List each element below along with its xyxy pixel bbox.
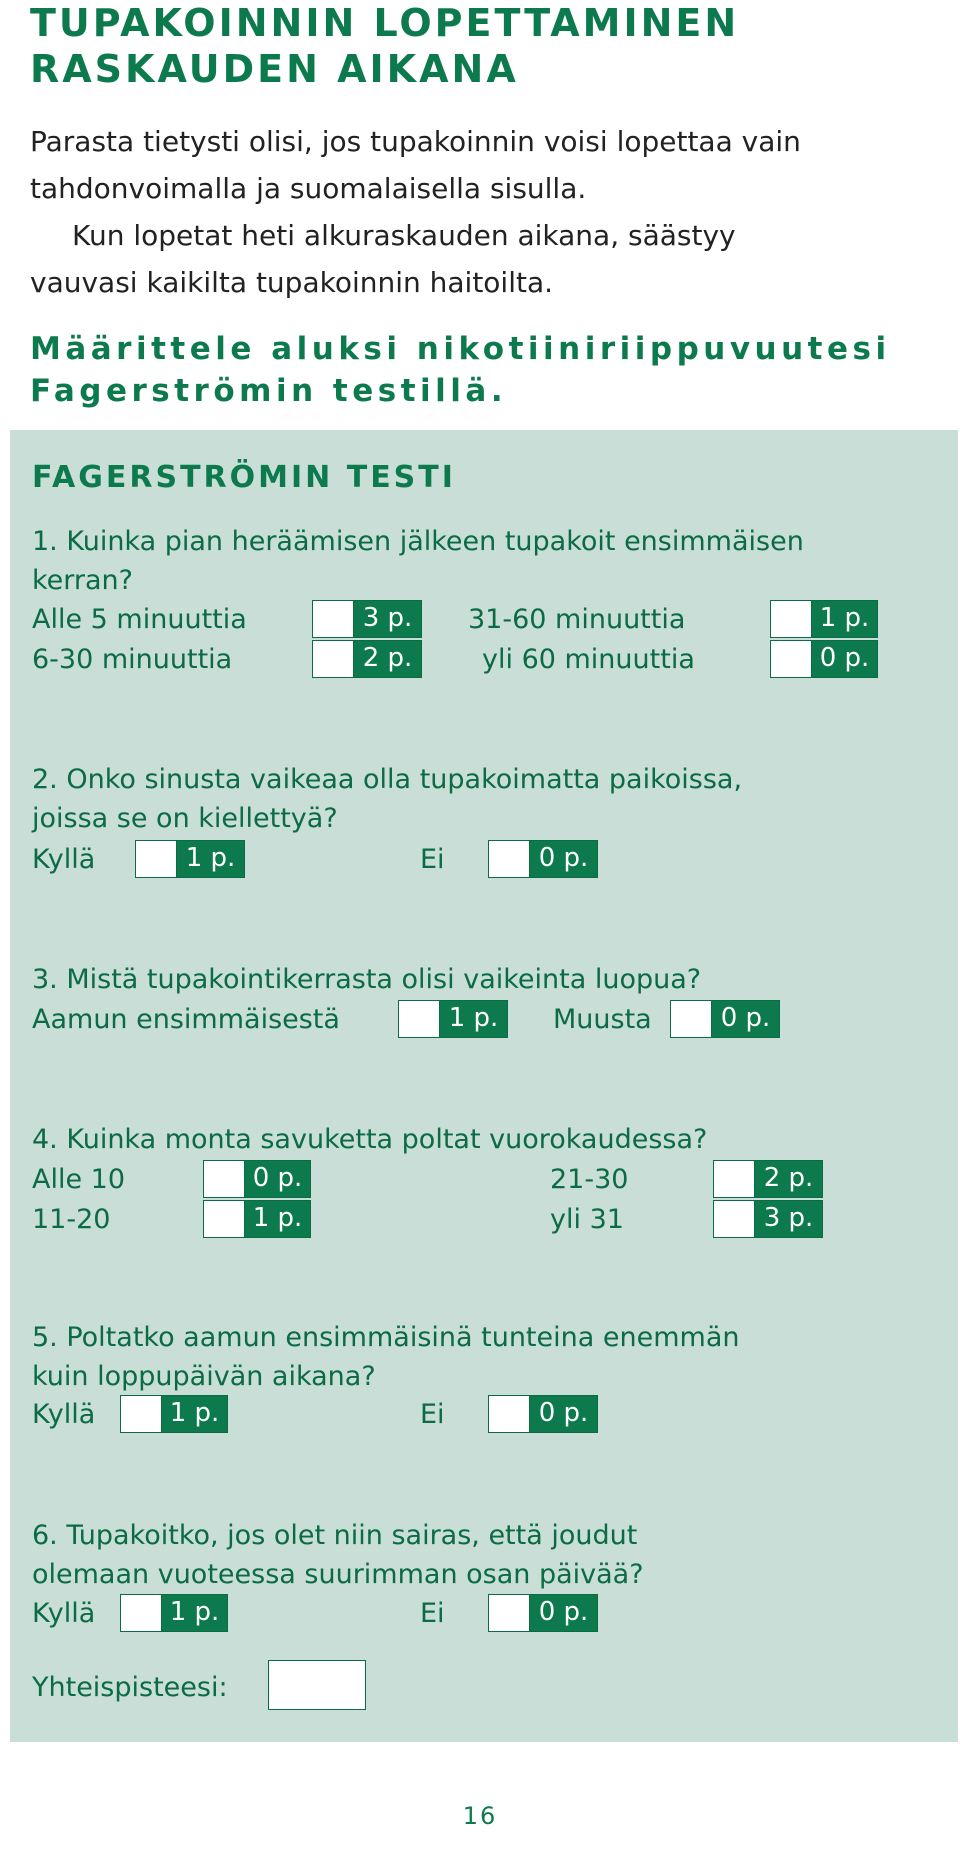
checkbox-box[interactable]	[714, 1201, 755, 1237]
question-2	[32, 760, 932, 838]
answer-checkbox[interactable]	[203, 1200, 311, 1238]
question-5	[32, 1318, 932, 1396]
points-label: 3 p.	[755, 1201, 822, 1237]
points-label: 0 p.	[812, 641, 877, 677]
answer-checkbox[interactable]	[713, 1200, 823, 1238]
points-label: 3 p.	[354, 601, 421, 637]
points-label: 1 p.	[177, 841, 244, 877]
option-label: yli 31	[550, 1204, 624, 1235]
question-3	[32, 960, 932, 999]
checkbox-box[interactable]	[714, 1161, 755, 1197]
intro-line-1: Parasta tietysti olisi, jos tupakoinnin voisi lopettaa vain	[30, 125, 801, 158]
answer-checkbox[interactable]	[203, 1160, 311, 1198]
option-label: Ei	[420, 1399, 445, 1430]
option-label: Kyllä	[32, 1598, 96, 1629]
answer-checkbox[interactable]	[135, 840, 245, 878]
points-label: 2 p.	[354, 641, 421, 677]
total-score-label: Yhteispisteesi:	[32, 1672, 228, 1703]
question-text: 1. Kuinka pian heräämisen jälkeen tupakoit ensimmäisen	[32, 526, 804, 557]
intro-line-3: Kun lopetat heti alkuraskauden aikana, säästyy	[72, 219, 736, 252]
checkbox-box[interactable]	[771, 601, 812, 637]
checkbox-box[interactable]	[136, 841, 177, 877]
option-label: Kyllä	[32, 1399, 96, 1430]
answer-checkbox[interactable]	[120, 1594, 228, 1632]
checkbox-box[interactable]	[313, 641, 354, 677]
points-label: 1 p.	[812, 601, 877, 637]
option-label: Muusta	[553, 1004, 652, 1035]
answer-checkbox[interactable]	[488, 1395, 598, 1433]
question-text: olemaan vuoteessa suurimman osan päivää?	[32, 1559, 644, 1590]
points-label: 1 p.	[162, 1595, 227, 1631]
question-text: 5. Poltatko aamun ensimmäisinä tunteina enemmän	[32, 1322, 740, 1353]
checkbox-box[interactable]	[121, 1595, 162, 1631]
intro-line-2: tahdonvoimalla ja suomalaisella sisulla.	[30, 172, 587, 205]
answer-checkbox[interactable]	[670, 1000, 780, 1038]
answer-checkbox[interactable]	[770, 640, 878, 678]
points-label: 0 p.	[530, 841, 597, 877]
points-label: 0 p.	[530, 1595, 597, 1631]
option-label: Alle 10	[32, 1164, 126, 1195]
intro-line-4: vauvasi kaikilta tupakoinnin haitoilta.	[30, 266, 554, 299]
points-label: 1 p.	[440, 1001, 507, 1037]
points-label: 0 p.	[712, 1001, 779, 1037]
answer-checkbox[interactable]	[488, 1594, 598, 1632]
checkbox-box[interactable]	[671, 1001, 712, 1037]
option-label: 21-30	[550, 1164, 629, 1195]
question-text: 3. Mistä tupakointikerrasta olisi vaikeinta luopua?	[32, 964, 702, 995]
answer-checkbox[interactable]	[312, 640, 422, 678]
answer-checkbox[interactable]	[713, 1160, 823, 1198]
page-title	[30, 0, 930, 92]
answer-checkbox[interactable]	[770, 600, 878, 638]
points-label: 1 p.	[245, 1201, 310, 1237]
points-label: 2 p.	[755, 1161, 822, 1197]
option-label: Aamun ensimmäisestä	[32, 1004, 340, 1035]
intro-paragraph	[30, 118, 920, 306]
title-line-2: RASKAUDEN AIKANA	[30, 47, 519, 91]
question-text: kuin loppupäivän aikana?	[32, 1361, 376, 1392]
answer-checkbox[interactable]	[398, 1000, 508, 1038]
points-label: 1 p.	[162, 1396, 227, 1432]
checkbox-box[interactable]	[121, 1396, 162, 1432]
answer-checkbox[interactable]	[120, 1395, 228, 1433]
question-4	[32, 1120, 932, 1159]
checkbox-box[interactable]	[771, 641, 812, 677]
subtitle	[30, 328, 930, 412]
question-6	[32, 1516, 932, 1594]
answer-checkbox[interactable]	[488, 840, 598, 878]
checkbox-box[interactable]	[204, 1161, 245, 1197]
test-title: FAGERSTRÖMIN TESTI	[32, 460, 456, 495]
option-label: Kyllä	[32, 844, 96, 875]
page-number: 16	[462, 1802, 498, 1830]
question-text: joissa se on kiellettyä?	[32, 803, 338, 834]
option-label: yli 60 minuuttia	[482, 644, 695, 675]
subtitle-line-2: Fagerströmin testillä.	[30, 373, 508, 409]
checkbox-box[interactable]	[399, 1001, 440, 1037]
option-label: 6-30 minuuttia	[32, 644, 233, 675]
subtitle-line-1: Määrittele aluksi nikotiiniriippuvuutesi	[30, 331, 891, 367]
total-score-field[interactable]	[268, 1660, 366, 1710]
question-text: kerran?	[32, 565, 133, 596]
question-1	[32, 522, 932, 600]
checkbox-box[interactable]	[489, 841, 530, 877]
option-label: Ei	[420, 1598, 445, 1629]
question-text: 6. Tupakoitko, jos olet niin sairas, että joudut	[32, 1520, 638, 1551]
question-text: 4. Kuinka monta savuketta poltat vuorokaudessa?	[32, 1124, 708, 1155]
checkbox-box[interactable]	[489, 1396, 530, 1432]
checkbox-box[interactable]	[489, 1595, 530, 1631]
title-line-1: TUPAKOINNIN LOPETTAMINEN	[30, 1, 740, 45]
option-label: 11-20	[32, 1204, 111, 1235]
points-label: 0 p.	[245, 1161, 310, 1197]
option-label: 31-60 minuuttia	[468, 604, 686, 635]
option-label: Alle 5 minuuttia	[32, 604, 247, 635]
question-text: 2. Onko sinusta vaikeaa olla tupakoimatta paikoissa,	[32, 764, 743, 795]
points-label: 0 p.	[530, 1396, 597, 1432]
checkbox-box[interactable]	[204, 1201, 245, 1237]
checkbox-box[interactable]	[313, 601, 354, 637]
answer-checkbox[interactable]	[312, 600, 422, 638]
option-label: Ei	[420, 844, 445, 875]
